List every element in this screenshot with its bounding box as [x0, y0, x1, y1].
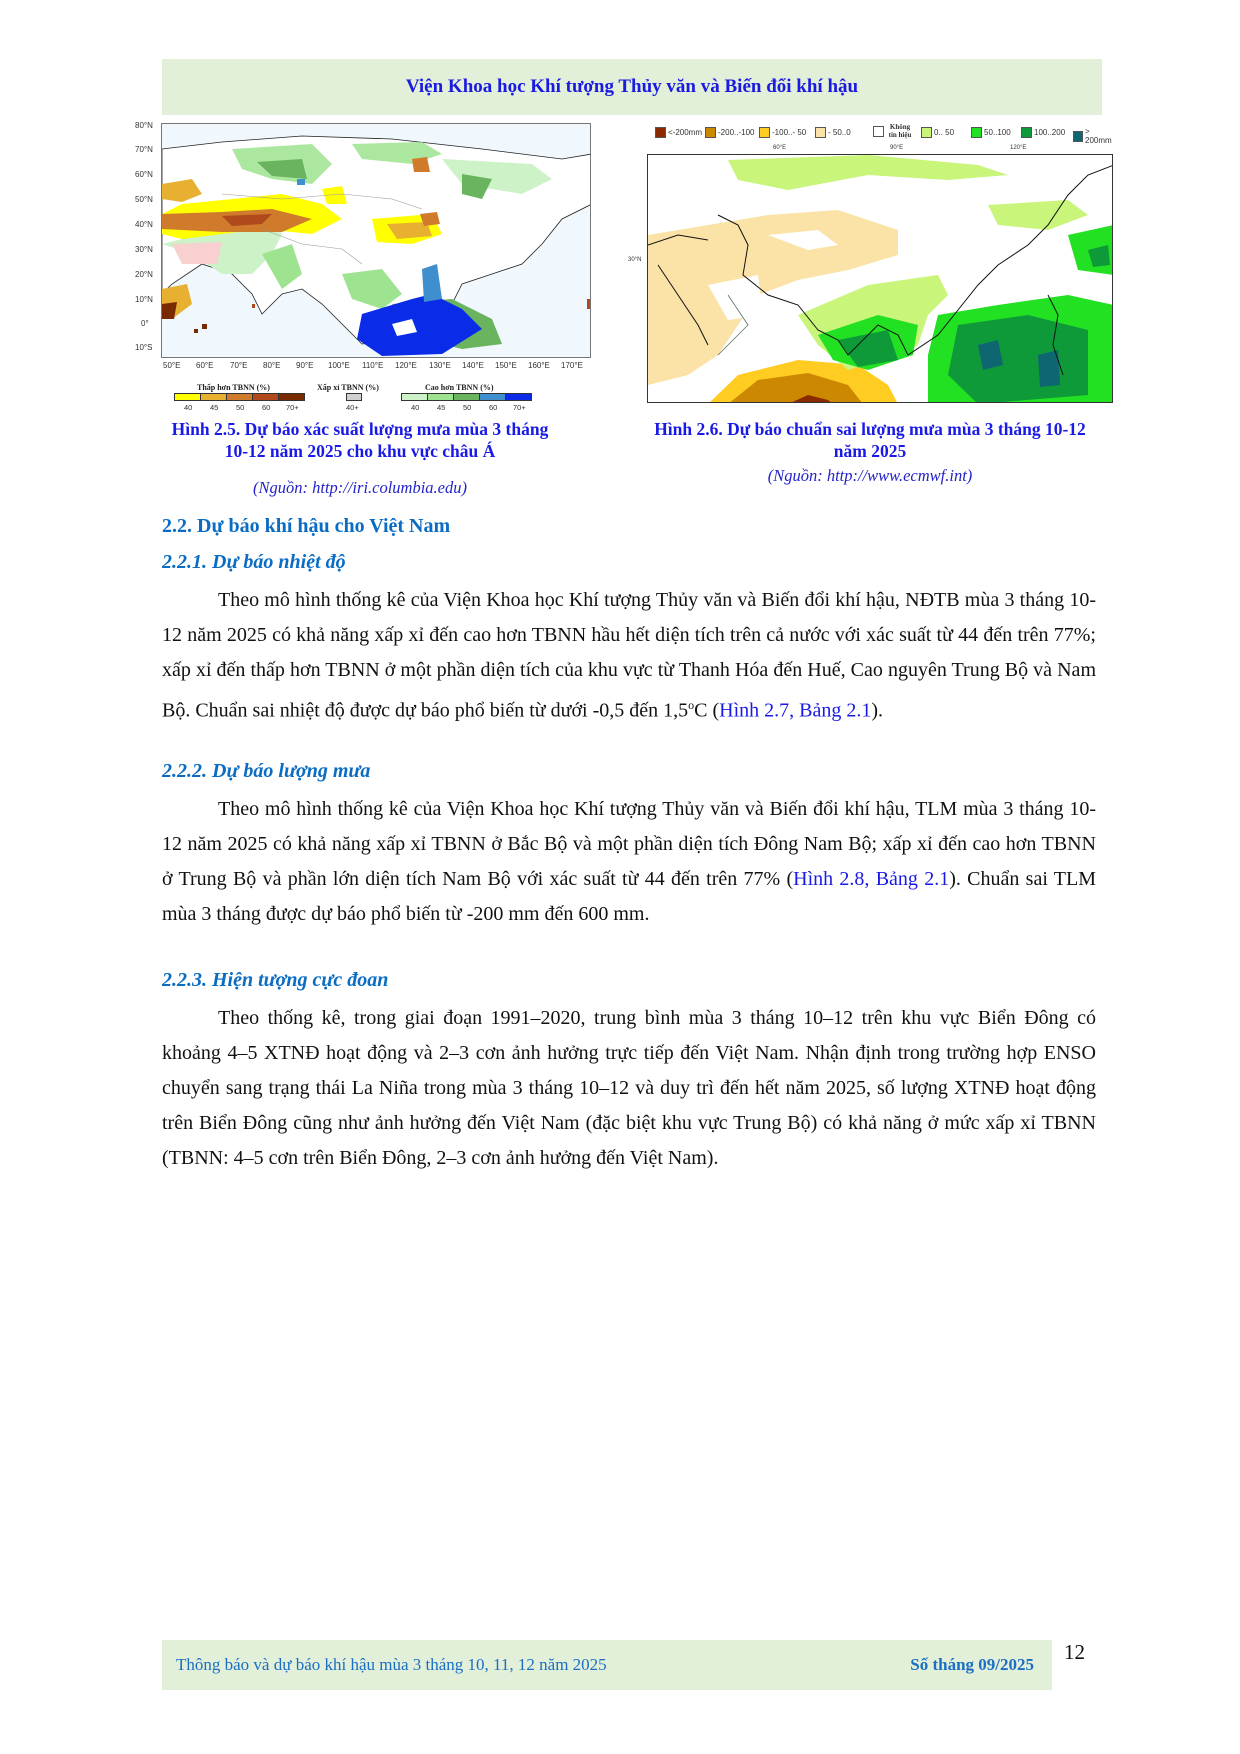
page-footer	[162, 1640, 1052, 1690]
institute-title: Viện Khoa học Khí tượng Thủy văn và Biến đổi khí hậu	[405, 76, 859, 97]
page-number: 12	[1064, 1640, 1085, 1664]
footer-issue-number: Số tháng 09/2025	[910, 1655, 1034, 1674]
legend-item: Không tín hiệu	[873, 123, 914, 139]
figure-table-reference[interactable]: Hình 2.8, Bảng 2.1	[793, 868, 950, 890]
legend-label: 50	[236, 403, 245, 412]
extreme-events-paragraph: Theo thống kê, trong giai đoạn 1991–2020, trung bình mùa 3 tháng 10–12 trên khu vực Biển Đông có khoảng 4–5 XTNĐ hoạt động và 2–3 cơn ảnh hưởng trực tiếp đến Việt Nam. Nhận định trong trường hợp ENSO chuyển sang trạng thái La Niña trong mùa 3 tháng 10–12 và duy trì đến hết năm 2025, số lượng XTNĐ hoạt động trên Biển Đông cũng như ảnh hưởng đến Việt Nam (đặc biệt khu vực Trung Bộ) có khả năng ở mức xấp xỉ TBNN (TBNN: 4–5 cơn trên Biển Đông, 2–3 cơn ảnh hưởng đến Việt Nam).	[162, 1007, 1096, 1169]
lon-label: 80°E	[263, 361, 281, 370]
asia-probability-map	[161, 123, 591, 358]
legend-label: 60	[489, 403, 498, 412]
figure-2-6-source: (Nguồn: http://www.ecmwf.int)	[767, 466, 973, 485]
legend-below-title: Thấp hơn TBNN (%)	[197, 383, 270, 392]
rainfall-paragraph: Theo mô hình thống kê của Viện Khoa học Khí tượng Thủy văn và Biến đổi khí hậu, TLM mùa 3 tháng 10-12 năm 2025 có khả năng xấp xỉ TBNN ở Bắc Bộ và một phần diện tích Đông Nam Bộ; xấp xỉ đến cao hơn TBNN ở Trung Bộ và phần lớn diện tích Nam Bộ với xác suất từ 44 đến trên 77% (Hình 2.8, Bảng 2.1). Chuẩn sai TLM mùa 3 tháng được dự báo phổ biến từ -200 mm đến 600 mm.	[162, 798, 1097, 925]
figure-2-5-caption: Hình 2.5. Dự báo xác suất lượng mưa mùa 3 tháng 10-12 năm 2025 cho khu vực châu Á	[171, 419, 549, 461]
lon-label: 100°E	[328, 361, 350, 370]
legend-item: > 200mm	[1073, 127, 1115, 145]
lat-label: 70°N	[135, 145, 153, 154]
legend-swatch	[278, 393, 305, 401]
legend-label: 70+	[513, 403, 526, 412]
temperature-paragraph: Theo mô hình thống kê của Viện Khoa học Khí tượng Thủy văn và Biến đổi khí hậu, NĐTB mùa 3 tháng 10-12 năm 2025 có khả năng xấp xỉ đến cao hơn TBNN hầu hết diện tích trên cả nước với xác suất từ 44 đến trên 77%; xấp xỉ đến thấp hơn TBNN ở một phần diện tích của khu vực từ Thanh Hóa đến Huế, Cao nguyên Trung Bộ và Nam Bộ. Chuẩn sai nhiệt độ được dự báo phổ biến từ dưới -0,5 đến 1,5$^o$C (Hình 2.7, Bảng 2.1).	[162, 589, 1096, 722]
lat-label: 30°N	[135, 245, 153, 254]
legend-item: - 50..0	[815, 127, 851, 138]
lon-label: 60°E	[196, 361, 214, 370]
legend-label: 50	[463, 403, 472, 412]
lat-label: 10°S	[135, 343, 153, 352]
legend-item: 50..100	[971, 127, 1011, 138]
legend-normal-title: Xấp xỉ TBNN (%)	[317, 383, 379, 392]
lon-label: 50°E	[163, 361, 181, 370]
precip-probability-map-icon	[162, 124, 591, 358]
lat-label: 40°N	[135, 220, 153, 229]
anomaly-legend	[655, 123, 1115, 143]
lat-label: 30°N	[628, 257, 642, 263]
lon-label: 120°E	[395, 361, 417, 370]
legend-swatch	[226, 393, 253, 401]
legend-swatch	[346, 393, 362, 401]
subsection-title-temperature: 2.2.1. Dự báo nhiệt độ	[162, 551, 346, 573]
lon-label: 150°E	[495, 361, 517, 370]
footer-publication-title: Thông báo và dự báo khí hậu mùa 3 tháng 10, 11, 12 năm 2025	[176, 1655, 607, 1674]
legend-swatch	[174, 393, 201, 401]
figure-2-6	[628, 123, 1120, 408]
lon-label: 140°E	[462, 361, 484, 370]
lat-label: 0°	[141, 319, 149, 328]
lat-label: 60°N	[135, 170, 153, 179]
legend-item: -200..-100	[705, 127, 754, 138]
subsection-title-rainfall: 2.2.2. Dự báo lượng mưa	[162, 760, 371, 782]
legend-swatch	[427, 393, 454, 401]
lon-label: 160°E	[528, 361, 550, 370]
lat-label: 80°N	[135, 121, 153, 130]
legend-label: 60	[262, 403, 271, 412]
legend-label: 40	[411, 403, 420, 412]
lat-label: 20°N	[135, 270, 153, 279]
lon-label: 60°E	[773, 145, 787, 151]
figure-table-reference[interactable]: Hình 2.7, Bảng 2.1	[719, 699, 872, 722]
legend-label: 70+	[286, 403, 299, 412]
legend-item: 0.. 50	[921, 127, 954, 138]
subsection-title-extreme-events: 2.2.3. Hiện tượng cực đoan	[162, 969, 389, 991]
legend-label: 45	[210, 403, 219, 412]
legend-item: 100..200	[1021, 127, 1065, 138]
legend-swatch	[200, 393, 227, 401]
legend-swatch	[505, 393, 532, 401]
legend-above-title: Cao hơn TBNN (%)	[425, 383, 494, 392]
legend-label: 45	[437, 403, 446, 412]
lat-label: 10°N	[135, 295, 153, 304]
figure-2-5-source: (Nguồn: http://iri.columbia.edu)	[252, 478, 468, 497]
legend-item: <-200mm	[655, 127, 702, 138]
asia-anomaly-map	[647, 154, 1113, 403]
legend-swatch	[252, 393, 279, 401]
legend-item: -100..- 50	[759, 127, 806, 138]
legend-swatch	[453, 393, 480, 401]
lon-label: 170°E	[561, 361, 583, 370]
precip-anomaly-map-icon	[648, 155, 1113, 403]
page-header	[162, 59, 1102, 115]
lon-label: 70°E	[230, 361, 248, 370]
lon-label: 130°E	[429, 361, 451, 370]
figure-2-5	[135, 121, 591, 412]
lon-label: 90°E	[296, 361, 314, 370]
legend-label: 40	[184, 403, 193, 412]
section-title: 2.2. Dự báo khí hậu cho Việt Nam	[162, 515, 451, 537]
lat-label: 50°N	[135, 195, 153, 204]
legend-swatch	[401, 393, 428, 401]
legend-swatch	[479, 393, 506, 401]
lon-label: 120°E	[1010, 145, 1027, 151]
legend-label: 40+	[346, 403, 359, 412]
lon-label: 110°E	[362, 361, 384, 370]
lon-label: 90°E	[890, 145, 904, 151]
figure-2-6-caption: Hình 2.6. Dự báo chuẩn sai lượng mưa mùa 3 tháng 10-12 năm 2025	[654, 419, 1086, 461]
